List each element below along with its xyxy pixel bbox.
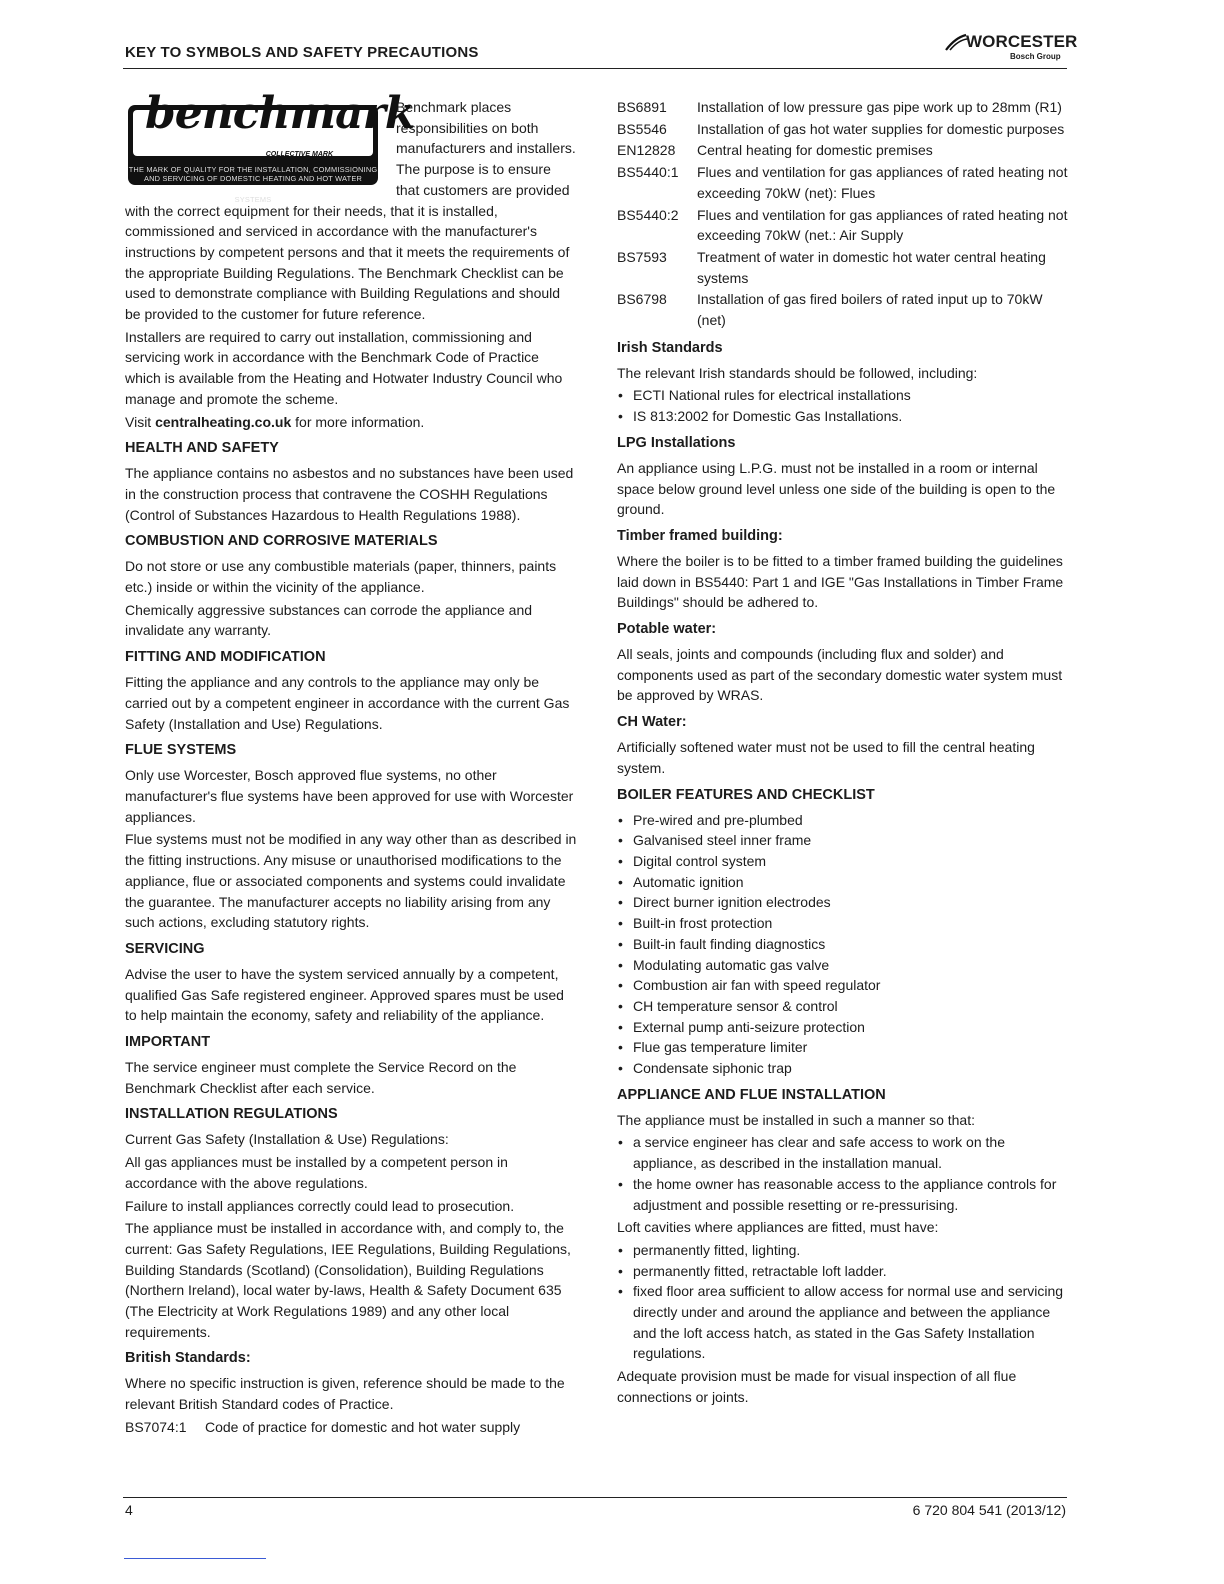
standards-table — [617, 97, 1069, 332]
standard-desc: Installation of gas fired boilers of rated input up to 70kW (net) — [697, 291, 1043, 329]
page-title: KEY TO SYMBOLS AND SAFETY PRECAUTIONS — [125, 44, 479, 61]
standard-row-bs7074 — [125, 1417, 577, 1438]
visit-paragraph — [125, 412, 577, 433]
logo-subtitle: Bosch Group — [1010, 52, 1061, 61]
standard-desc: Central heating for domestic premises — [697, 142, 933, 159]
ch-water-heading: CH Water: — [617, 714, 687, 731]
regulations-text-4: The appliance must be installed in accordance with, and comply to, the current: Gas Safety Regulations, IEE Regulations, Building Regulations, Building Standards (Scotland) (Consolidation), Building Regulations (Northern Ireland), local water by-laws, Health & Safety Document 635 (The Electricity at Work Regulations 1989) and any other local requirements. — [125, 1220, 571, 1340]
right-column — [617, 97, 1069, 1410]
appliance-flue-heading: APPLIANCE AND FLUE INSTALLATION — [617, 1086, 886, 1103]
worcester-swoosh-icon — [944, 32, 968, 52]
regulations-text-2: All gas appliances must be installed by a competent person in accordance with the above regulations. — [125, 1154, 508, 1191]
irish-standards-text: The relevant Irish standards should be followed, including: — [617, 364, 978, 381]
list-item: • fixed floor area sufficient to allow access for normal use and servicing directly under and around the appliance and between the appliance and the loft access hatch, as stated in the Gas Safety Installation regulations. — [617, 1281, 1069, 1364]
standard-code: BS5546 — [617, 120, 667, 137]
list-item: • Combustion air fan with speed regulator — [617, 975, 1069, 996]
footer-divider — [123, 1497, 1067, 1498]
list-item: • Pre-wired and pre-plumbed — [617, 810, 1069, 831]
list-item: • the home owner has reasonable access to the appliance controls for adjustment and possible resetting or re-pressurising. — [617, 1174, 1069, 1215]
timber-heading: Timber framed building: — [617, 527, 783, 544]
servicing-heading: SERVICING — [125, 940, 205, 957]
ch-water-text: Artificially softened water must not be used to fill the central heating system. — [617, 739, 1035, 776]
list-item: • a service engineer has clear and safe access to work on the appliance, as described in the installation manual. — [617, 1132, 1069, 1173]
logo-brand: WORCESTER — [966, 32, 1078, 51]
combustion-heading: COMBUSTION AND CORROSIVE MATERIALS — [125, 533, 438, 550]
list-item: • Built-in frost protection — [617, 913, 1069, 934]
loft-list — [617, 1240, 1069, 1364]
fitting-heading: FITTING AND MODIFICATION — [125, 649, 326, 666]
timber-text: Where the boiler is to be fitted to a timber framed building the guidelines laid down in BS5440: Part 1 and IGE "Gas Installations in Timber Frame Buildings" should be adhered to. — [617, 552, 1064, 611]
health-text: The appliance contains no asbestos and no substances have been used in the construction process that contravene the COSHH Regulations (Control of Substances Hazardous to Health Regulations 1988). — [125, 465, 574, 523]
list-item: • Built-in fault finding diagnostics — [617, 934, 1069, 955]
standard-code: BS6798 — [617, 291, 667, 308]
list-item: • Galvanised steel inner frame — [617, 830, 1069, 851]
standard-code: EN12828 — [617, 142, 676, 159]
standard-desc: Installation of low pressure gas pipe work up to 28mm (R1) — [697, 99, 1062, 115]
benchmark-tagline-2: AND SERVICING OF DOMESTIC HEATING AND HOT WATER SYSTEMS — [144, 174, 362, 204]
boiler-features-heading: BOILER FEATURES AND CHECKLIST — [617, 786, 875, 803]
page-number: 4 — [125, 1502, 133, 1518]
list-item: • Automatic ignition — [617, 872, 1069, 893]
list-item: • permanently fitted, lighting. — [617, 1240, 1069, 1261]
servicing-text: Advise the user to have the system serviced annually by a competent, qualified Gas Safe registered engineer. Approved spares must be used to help maintain the economy, safety and reliability of the appliance. — [125, 965, 564, 1024]
standard-code: BS5440:2 — [617, 206, 679, 223]
appliance-text: The appliance must be installed in such a manner so that: — [617, 1111, 975, 1128]
document-reference: 6 720 804 541 (2013/12) — [912, 1502, 1066, 1518]
british-standards-heading: British Standards: — [125, 1350, 251, 1367]
british-standards-text: Where no specific instruction is given, reference should be made to the relevant British Standard codes of Practice. — [125, 1375, 565, 1413]
benchmark-logo-word: benchmark — [145, 88, 415, 139]
combustion-text-1: Do not store or use any combustible materials (paper, thinners, paints etc.) inside or within the vicinity of the appliance. — [125, 558, 557, 596]
centralheating-link[interactable]: centralheating.co.uk — [155, 413, 292, 430]
standard-code: BS7074:1 — [125, 1418, 187, 1435]
list-item: • Condensate siphonic trap — [617, 1058, 1069, 1079]
visit-prefix: Visit — [125, 413, 156, 430]
standard-code: BS7593 — [617, 248, 667, 265]
flue-text-1: Only use Worcester, Bosch approved flue systems, no other manufacturer's flue systems have been approved for use with Worcester appliances. — [125, 767, 574, 825]
fitting-text: Fitting the appliance and any controls to the appliance may only be carried out by a competent engineer in accordance with the current Gas Safety (Installation and Use) Regulations. — [125, 674, 570, 732]
irish-standards-list — [617, 385, 1069, 426]
list-item: • CH temperature sensor & control — [617, 996, 1069, 1017]
important-heading: IMPORTANT — [125, 1034, 211, 1051]
standard-desc: Code of practice for domestic and hot water supply — [205, 1418, 521, 1435]
bottom-link-underline — [124, 1558, 266, 1559]
list-item: • External pump anti-seizure protection — [617, 1017, 1069, 1038]
benchmark-collective-mark: COLLECTIVE MARK — [265, 151, 333, 158]
benchmark-intro: Benchmark places responsibilities on both manufacturers and installers. The purpose is to ensure that customers are provided with the correct equipment for their needs, that it is installed, commissioned and serviced in accordance with the manufacturer's instructions by competent persons and that it meets the requirements of the appropriate Building Regulations. The Benchmark Checklist can be used to demonstrate compliance with Building Regulations and should be provided to the customer for future reference. — [125, 99, 576, 323]
visit-suffix: for more information. — [291, 413, 425, 430]
standard-desc: Flues and ventilation for gas appliances of rated heating not exceeding 70kW (net.: Air Supply — [697, 206, 1068, 244]
regulations-text-1: Current Gas Safety (Installation & Use) Regulations: — [125, 1131, 449, 1148]
standard-desc: Installation of gas hot water supplies for domestic purposes — [697, 120, 1065, 137]
regulations-heading: INSTALLATION REGULATIONS — [125, 1106, 338, 1123]
appliance-list — [617, 1132, 1069, 1215]
flue-heading: FLUE SYSTEMS — [125, 742, 237, 759]
boiler-features-list — [617, 810, 1069, 1079]
header-divider — [123, 68, 1067, 69]
left-column — [125, 88, 577, 1438]
standard-desc: Treatment of water in domestic hot water central heating systems — [697, 248, 1046, 286]
standard-code: BS6891 — [617, 99, 667, 115]
flue-text-2: Flue systems must not be modified in any way other than as described in the fitting instructions. Any misuse or unauthorised modifications to the appliance, flue or associated components and systems could invalidate the guarantee. The manufacturer accepts no liability arising from any such actions, excluding statutory rights. — [125, 831, 577, 931]
combustion-text-2: Chemically aggressive substances can corrode the appliance and invalidate any warranty. — [125, 601, 533, 639]
standard-code: BS5440:1 — [617, 164, 679, 181]
lpg-heading: LPG Installations — [617, 434, 736, 451]
list-item: • Direct burner ignition electrodes — [617, 892, 1069, 913]
list-item: • Modulating automatic gas valve — [617, 955, 1069, 976]
lpg-text: An appliance using L.P.G. must not be installed in a room or internal space below ground level unless one side of the building is open to the ground. — [617, 459, 1056, 518]
loft-text: Loft cavities where appliances are fitted, must have: — [617, 1219, 939, 1236]
important-text: The service engineer must complete the Service Record on the Benchmark Checklist after each service. — [125, 1059, 517, 1096]
installers-paragraph: Installers are required to carry out installation, commissioning and servicing work in accordance with the Benchmark Code of Practice which is available from the Heating and Hotwater Industry Council who manage and promote the scheme. — [125, 328, 563, 407]
health-heading: HEALTH AND SAFETY — [125, 440, 279, 457]
potable-water-heading: Potable water: — [617, 621, 717, 638]
worcester-logo — [944, 30, 1078, 64]
list-item: • permanently fitted, retractable loft ladder. — [617, 1261, 1069, 1282]
list-item: • Flue gas temperature limiter — [617, 1037, 1069, 1058]
list-item: • IS 813:2002 for Domestic Gas Installations. — [617, 406, 1069, 427]
list-item: • ECTI National rules for electrical installations — [617, 385, 1069, 406]
irish-standards-heading: Irish Standards — [617, 339, 723, 356]
list-item: • Digital control system — [617, 851, 1069, 872]
adequate-provision-text: Adequate provision must be made for visual inspection of all flue connections or joints. — [617, 1368, 1017, 1405]
potable-water-text: All seals, joints and compounds (including flux and solder) and components used as part of the secondary domestic water system must be approved by WRAS. — [617, 646, 1063, 704]
benchmark-logo — [128, 88, 415, 204]
standard-desc: Flues and ventilation for gas appliances of rated heating not exceeding 70kW (net): Flues — [697, 164, 1068, 201]
benchmark-tagline-1: THE MARK OF QUALITY FOR THE INSTALLATION, COMMISSIONING — [128, 165, 378, 174]
regulations-text-3: Failure to install appliances correctly could lead to prosecution. — [125, 1197, 515, 1214]
